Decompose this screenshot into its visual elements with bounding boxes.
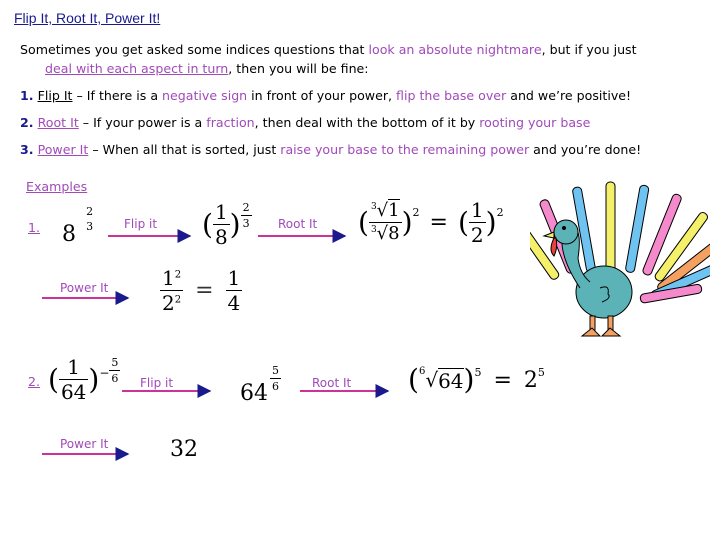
power: 2 bbox=[174, 269, 182, 281]
flip-it-label: Flip it bbox=[140, 376, 174, 390]
power: 5 bbox=[537, 366, 545, 379]
exp-den: 3 bbox=[242, 217, 250, 230]
paren-open: ( bbox=[408, 363, 419, 396]
step-2 bbox=[20, 113, 720, 132]
exp-den: 6 bbox=[272, 380, 279, 393]
ex2-expression bbox=[48, 357, 120, 402]
base: 1 bbox=[162, 266, 175, 290]
fraction bbox=[59, 357, 88, 402]
example-1-label: 1. bbox=[28, 220, 41, 235]
fraction bbox=[226, 268, 243, 313]
power: 2 bbox=[496, 206, 504, 219]
base: 2 bbox=[162, 291, 175, 315]
denominator: 8 bbox=[214, 225, 228, 249]
step-text: , then deal with the bottom of it by bbox=[254, 115, 480, 130]
exp-sign: − bbox=[99, 366, 110, 380]
ex2-rooted-expression bbox=[408, 363, 545, 396]
root-it-label: Root It bbox=[278, 217, 318, 231]
step-text: in front of your power, bbox=[247, 88, 397, 103]
turkey-body bbox=[576, 266, 632, 318]
step-name: Root It bbox=[37, 115, 79, 130]
paren-close: ) bbox=[88, 362, 100, 396]
ex2-flipped-expression bbox=[240, 364, 281, 406]
step-number: 3. bbox=[20, 142, 34, 157]
step-text: – If there is a bbox=[72, 88, 163, 103]
exp-num: 5 bbox=[111, 356, 119, 369]
denominator: $^3$√8 bbox=[370, 223, 400, 244]
exponent-fraction bbox=[109, 357, 120, 384]
step-text: and you’re done! bbox=[529, 142, 642, 157]
paren-open: ( bbox=[202, 207, 213, 241]
ex1-rooted-expression bbox=[358, 200, 504, 245]
numerator: 1 bbox=[470, 198, 484, 222]
exp-num: 2 bbox=[86, 205, 94, 218]
turkey-head bbox=[554, 220, 578, 244]
intro-text-3: , then you will be fine: bbox=[228, 61, 369, 76]
page-title: Flip It, Root It, Power It! bbox=[14, 10, 161, 26]
exponent-fraction bbox=[270, 365, 281, 392]
ex1-powered-expression bbox=[160, 268, 242, 313]
examples-heading: Examples bbox=[26, 179, 88, 194]
fraction bbox=[369, 202, 402, 243]
turkey-legs bbox=[582, 316, 620, 336]
root-index: 6 bbox=[418, 366, 426, 377]
exponent-fraction bbox=[241, 202, 252, 229]
power-it-label: Power It bbox=[60, 281, 109, 295]
base: 8 bbox=[62, 222, 76, 247]
step-name: Power It bbox=[37, 142, 89, 157]
root-it-label: Root It bbox=[312, 376, 352, 390]
step-1 bbox=[20, 86, 720, 105]
numerator: 1 bbox=[227, 266, 241, 290]
flip-it-label: Flip it bbox=[124, 217, 158, 231]
equals-sign: = bbox=[195, 278, 214, 303]
intro-text-2: , but if you just bbox=[541, 42, 637, 57]
equals-sign: = bbox=[429, 210, 448, 235]
numerator bbox=[160, 268, 183, 290]
base: 2 bbox=[523, 367, 538, 393]
example-1-expression bbox=[62, 205, 95, 247]
exp-num: 2 bbox=[242, 201, 250, 214]
exponent-fraction bbox=[84, 206, 95, 232]
paren-open: ( bbox=[48, 362, 59, 396]
root-sign: √ bbox=[425, 368, 439, 392]
ex1-flipped-expression bbox=[202, 202, 252, 247]
intro-highlight-2: deal with each aspect in turn bbox=[45, 61, 229, 76]
intro-text-1: Sometimes you get asked some indices questions that bbox=[20, 42, 369, 57]
step-highlight: raise your base to the remaining power bbox=[280, 142, 530, 157]
paren-open: ( bbox=[457, 205, 469, 239]
denominator bbox=[160, 290, 183, 313]
exp-den: 6 bbox=[111, 372, 119, 385]
power-it-label: Power It bbox=[60, 437, 109, 451]
turkey-wattle bbox=[551, 238, 557, 256]
step-highlight: fraction bbox=[206, 115, 255, 130]
step-text: – If your power is a bbox=[78, 115, 207, 130]
fraction bbox=[213, 202, 230, 247]
paren-close: ) bbox=[485, 205, 497, 239]
radicand: 1 bbox=[388, 200, 400, 221]
radicand: 64 bbox=[438, 368, 464, 393]
step-highlight: rooting your base bbox=[479, 115, 591, 130]
paren-open: ( bbox=[358, 205, 369, 239]
root-index: 3 bbox=[370, 202, 377, 212]
base: 64 bbox=[240, 381, 268, 406]
turkey-drawing bbox=[530, 178, 710, 338]
fraction bbox=[469, 200, 486, 245]
step-number: 1. bbox=[20, 88, 34, 103]
power: 2 bbox=[174, 294, 182, 306]
step-text: and we’re positive! bbox=[506, 88, 632, 103]
turkey-beak bbox=[544, 232, 554, 238]
step-highlight: negative sign bbox=[162, 88, 248, 103]
power: 2 bbox=[412, 206, 420, 219]
fraction bbox=[160, 268, 183, 313]
radicand: 8 bbox=[388, 223, 400, 244]
paren-close: ) bbox=[401, 205, 413, 239]
numerator: $^3$√1 bbox=[370, 200, 400, 221]
denominator: 64 bbox=[60, 380, 87, 404]
step-highlight: flip the base over bbox=[396, 88, 507, 103]
exp-num: 5 bbox=[272, 364, 279, 377]
paren-close: ) bbox=[463, 363, 475, 396]
numerator: 1 bbox=[67, 355, 81, 379]
ex2-answer: 32 bbox=[170, 437, 198, 462]
root-index: 3 bbox=[370, 225, 377, 235]
turkey-eye bbox=[562, 226, 566, 230]
denominator: 4 bbox=[227, 291, 241, 315]
example-2-label: 2. bbox=[28, 374, 41, 389]
paren-close: ) bbox=[229, 207, 241, 241]
step-text: – When all that is sorted, just bbox=[88, 142, 281, 157]
step-name: Flip It bbox=[37, 88, 73, 103]
intro-highlight-1: look an absolute nightmare bbox=[368, 42, 542, 57]
exp-den: 3 bbox=[86, 220, 94, 233]
denominator: 2 bbox=[470, 223, 484, 247]
numerator: 1 bbox=[214, 200, 228, 224]
step-number: 2. bbox=[20, 115, 34, 130]
step-3 bbox=[20, 140, 720, 159]
equals-sign: = bbox=[493, 367, 512, 393]
intro-paragraph bbox=[20, 40, 710, 78]
power: 5 bbox=[474, 366, 482, 379]
